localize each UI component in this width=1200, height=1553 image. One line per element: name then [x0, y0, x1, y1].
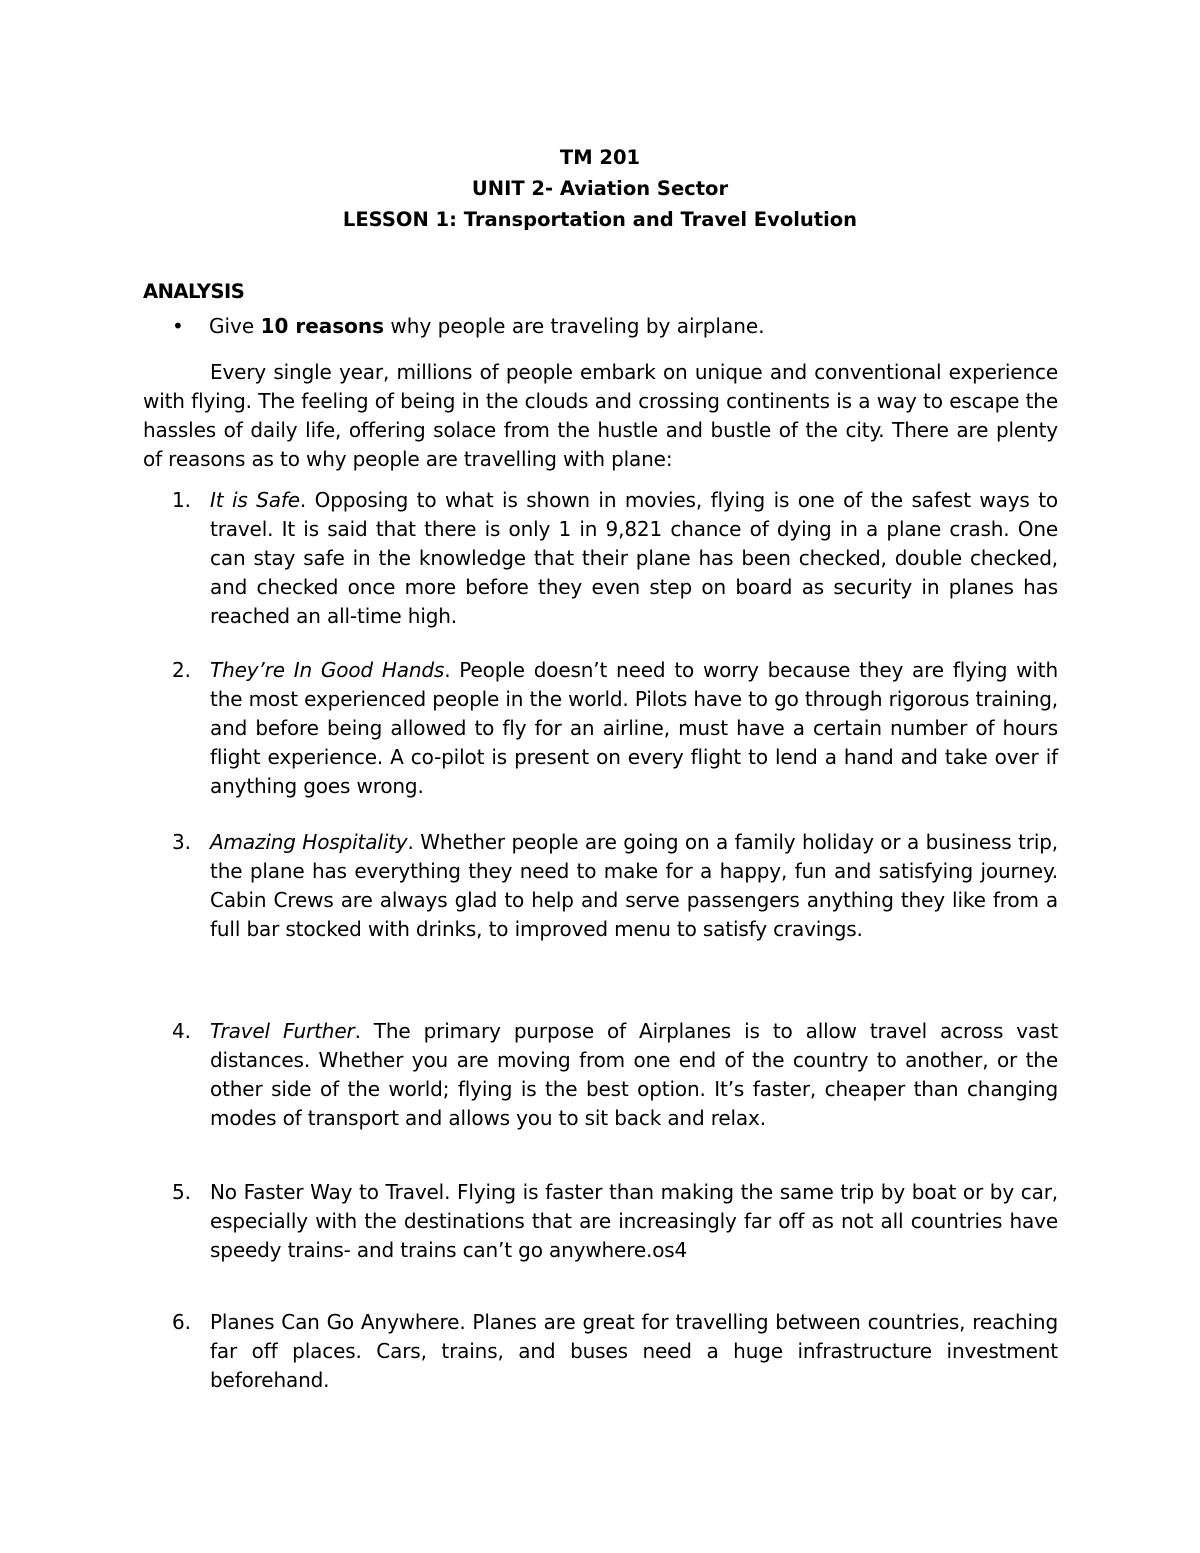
reason-item-2: [172, 656, 1058, 801]
reason-text: . People doesn’t need to worry because they are flying with the most experienced people in the world. Pilots have to go through rigorous training, and before being allowed to fly for an airline, must have a certain number of hours flight experience. A co-pilot is present on every flight to lend a hand and take over if anything goes wrong.: [210, 658, 1058, 798]
reason-body: [210, 656, 1058, 801]
bullet-icon: •: [172, 314, 184, 338]
lesson-title: LESSON 1: Transportation and Travel Evolution: [342, 208, 858, 231]
reason-body: [210, 1308, 1058, 1395]
prompt-suffix: why people are traveling by airplane.: [384, 314, 765, 338]
reason-number: 6.: [172, 1310, 191, 1334]
reason-title: They’re In Good Hands: [210, 658, 445, 682]
reason-item-5: [172, 1178, 1058, 1265]
prompt-prefix: Give: [209, 314, 261, 338]
reason-item-6: [172, 1308, 1058, 1395]
reason-text: Planes Can Go Anywhere. Planes are great for travelling between countries, reaching far off places. Cars, trains, and buses need a huge infrastructure investment beforehand.: [210, 1310, 1058, 1392]
reason-title: It is Safe: [210, 488, 300, 512]
analysis-heading: ANALYSIS: [143, 280, 245, 303]
prompt-emphasis: 10 reasons: [260, 314, 385, 338]
reason-body: [210, 1017, 1058, 1133]
reason-item-1: [172, 486, 1058, 631]
reason-text: No Faster Way to Travel. Flying is faster than making the same trip by boat or by car, especially with the destinations that are increasingly far off as not all countries have speedy trains- and trains can’t go anywhere.os4: [210, 1180, 1058, 1262]
reason-text: . The primary purpose of Airplanes is to allow travel across vast distances. Whether you are moving from one end of the country to another, or the other side of the world; flying is the best option. It’s faster, cheaper than changing modes of transport and allows you to sit back and relax.: [210, 1019, 1059, 1130]
reason-number: 5.: [172, 1180, 191, 1204]
reason-title: Amazing Hospitality: [210, 830, 408, 854]
reason-number: 1.: [172, 488, 191, 512]
reason-number: 4.: [172, 1019, 191, 1043]
unit-title: UNIT 2- Aviation Sector: [471, 177, 729, 200]
analysis-prompt: [172, 312, 765, 340]
reason-item-4: [172, 1017, 1058, 1133]
intro-paragraph: Every single year, millions of people embark on unique and conventional experience with flying. The feeling of being in the clouds and crossing continents is a way to escape the hassles of daily life, offering solace from the hustle and bustle of the city. There are plenty of reasons as to why people are travelling with plane:: [143, 360, 1058, 471]
reason-text: . Opposing to what is shown in movies, flying is one of the safest ways to travel. It is said that there is only 1 in 9,821 chance of dying in a plane crash. One can stay safe in the knowledge that their plane has been checked, double checked, and checked once more before they even step on board as security in planes has reached an all-time high.: [210, 488, 1058, 628]
document-header: [0, 142, 1200, 235]
course-code: TM 201: [559, 146, 641, 169]
reason-title: Travel Further: [210, 1019, 355, 1043]
reason-number: 3.: [172, 830, 191, 854]
reason-text: . Whether people are going on a family holiday or a business trip, the plane has everything they need to make for a happy, fun and satisfying journey. Cabin Crews are always glad to help and serve passengers anything they like from a full bar stocked with drinks, to improved menu to satisfy cravings.: [210, 830, 1058, 941]
reason-number: 2.: [172, 658, 191, 682]
reason-body: [210, 486, 1058, 631]
reason-body: [210, 1178, 1058, 1265]
reason-item-3: [172, 828, 1058, 944]
reason-body: [210, 828, 1058, 944]
